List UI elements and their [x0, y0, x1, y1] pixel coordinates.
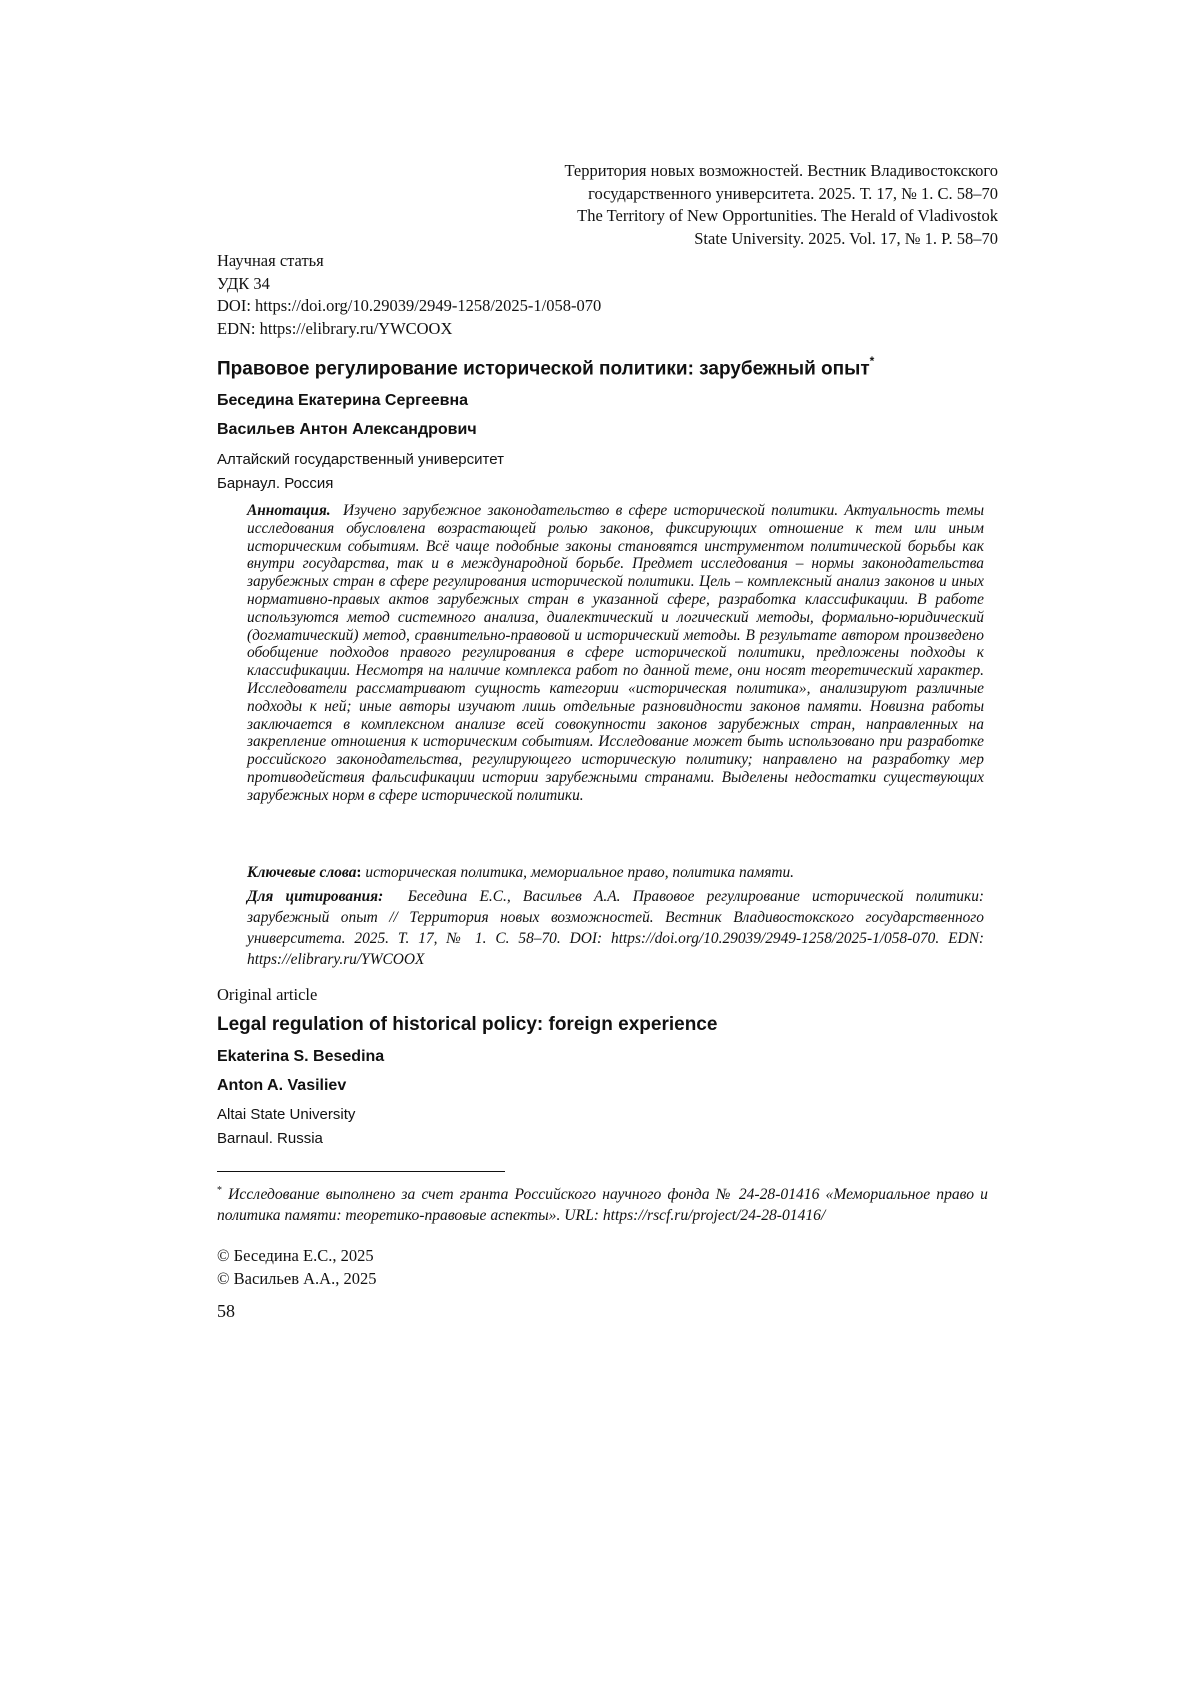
journal-header-line: State University. 2025. Vol. 17, № 1. P. 58–70: [694, 228, 998, 248]
citation: [247, 886, 984, 970]
abstract: [247, 502, 984, 805]
city-en: Barnaul. Russia: [217, 1130, 323, 1147]
affiliation-ru: Алтайский государственный университет: [217, 451, 504, 468]
udc-code: УДК 34: [217, 273, 270, 293]
copyright-1: © Беседина Е.С., 2025: [217, 1246, 374, 1265]
keywords-text: историческая политика, мемориальное право, политика памяти.: [365, 864, 795, 881]
article-title-en: Legal regulation of historical policy: foreign experience: [217, 1014, 718, 1035]
keywords-colon: :: [356, 864, 362, 881]
footnote: [217, 1180, 988, 1226]
article-type: Научная статья: [217, 251, 324, 270]
affiliation-en: Altai State University: [217, 1106, 356, 1123]
footnote-mark: *: [217, 1185, 222, 1196]
article-meta: [217, 250, 601, 340]
journal-header: [478, 160, 998, 250]
journal-header-line: The Territory of New Opportunities. The Herald of Vladivostok: [577, 206, 998, 225]
footnote-marker[interactable]: *: [869, 354, 875, 368]
city-ru: Барнаул. Россия: [217, 475, 334, 492]
abstract-label: Аннотация.: [247, 502, 331, 519]
citation-text: Беседина Е.С., Васильев А.А. Правовое регулирование исторической политики: зарубежный опыт // Территория новых возможностей. Вестник Владивостокского государственного университета. 2025. Т. 17, № 1. С. 58–70. DOI: https://doi.org/10.29039/2949-1258/2025-1/058-070. EDN: https://elibrary.ru/YWCOOX: [247, 888, 985, 968]
author-ru-1: Беседина Екатерина Сергеевна: [217, 392, 468, 409]
article-title-ru: [217, 356, 874, 380]
citation-label: Для цитирования:: [247, 888, 384, 905]
edn-link[interactable]: EDN: https://elibrary.ru/YWCOOX: [217, 318, 453, 338]
article-type-en: Original article: [217, 985, 318, 1004]
author-ru-2: Васильев Антон Александрович: [217, 421, 477, 438]
copyright-2: © Васильев А.А., 2025: [217, 1269, 377, 1288]
abstract-text: Изучено зарубежное законодательство в сфере исторической политики. Актуальность темы исследования обусловлена возрастающей ролью законов, фиксирующих отношение к тем или иным историческим событиям. Всё чаще подобные законы становятся инструментом политической борьбы как внутри государства, так и в международной борьбе. Предмет исследования – нормы законодательства зарубежных стран в сфере регулирования исторической политики. Цель – комплексный анализ законов и иных нормативно-правых актов зарубежных стран в указанной сфере, разработка классификации. В работе используются метод системного анализа, диалектический и логический методы, формально-юридический (догматический) метод, сравнительно-правовой и исторический методы. В результате автором произведено обобщение подходов правого регулирования в сфере исторической политики, предложены подходы к классификации. Несмотря на наличие комплекса работ по данной теме, они носят теоретический характер. Исследователи рассматривают сущность категории «историческая политика», анализируют различные подходы к ней; иные авторы изучают лишь отдельные разновидности законов памяти. Новизна работы заключается в комплексном анализе всей совокупности законов зарубежных стран, направленных на закрепление отношения к историческим событиям. Исследование может быть использовано при разработке российского законодательства, регулирующего историческую политику; направлено на разработку мер противодействия фальсификации истории зарубежными странами. Выделены недостатки существующих зарубежных норм в сфере исторической политики.: [247, 502, 984, 804]
journal-header-line: государственного университета. 2025. Т. 17, № 1. С. 58–70: [588, 183, 998, 203]
doi-link[interactable]: DOI: https://doi.org/10.29039/2949-1258/2025-1/058-070: [217, 296, 602, 315]
author-en-1: Ekaterina S. Besedina: [217, 1048, 385, 1065]
footnote-text: Исследование выполнено за счет гранта Российского научного фонда № 24-28-01416 «Мемориальное право и политика памяти: теоретико-правовые аспекты». URL: https://rscf.ru/project/24-28-01416/: [217, 1186, 988, 1225]
journal-header-line: Территория новых возможностей. Вестник Владивостокского: [564, 161, 998, 180]
article-title-ru-text: Правовое регулирование исторической политики: зарубежный опыт: [217, 358, 870, 380]
keywords-label: Ключевые слова: [247, 864, 357, 881]
keywords: [247, 864, 984, 882]
footnote-divider: [217, 1171, 505, 1172]
page-number: 58: [217, 1301, 235, 1321]
author-en-2: Anton A. Vasiliev: [217, 1077, 347, 1094]
